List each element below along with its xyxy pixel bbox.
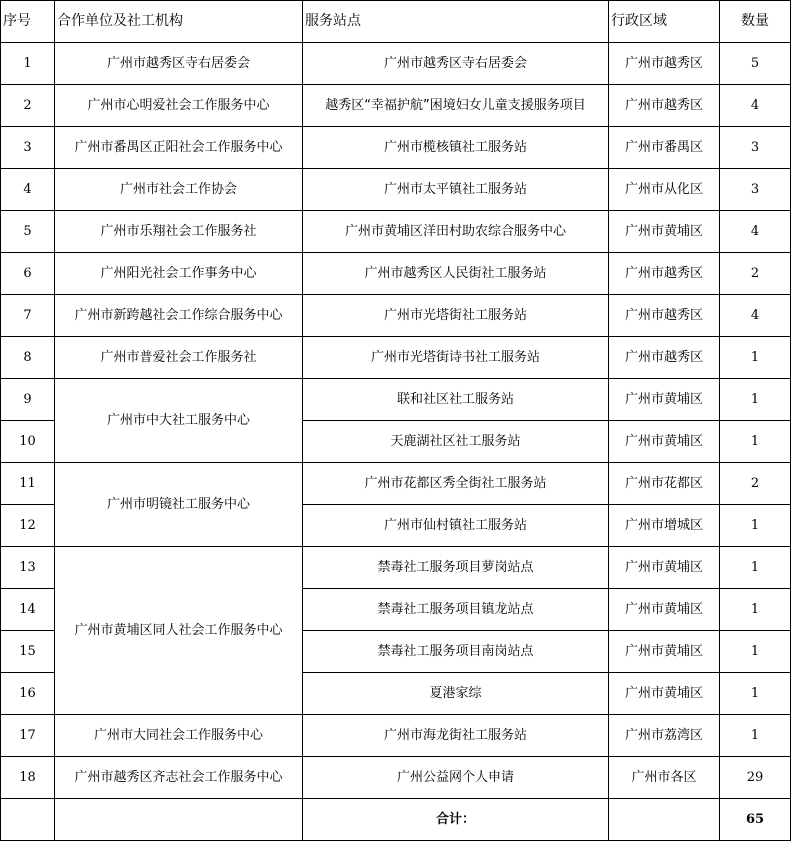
seq-cell: 5: [1, 211, 55, 253]
district-cell: 广州市花都区: [609, 463, 720, 505]
district-cell: 广州市越秀区: [609, 337, 720, 379]
count-cell: 1: [720, 589, 791, 631]
org-cell: 广州市明镜社工服务中心: [55, 463, 303, 547]
table-row: [1, 547, 791, 589]
station-cell: 广州市仙村镇社工服务站: [303, 505, 609, 547]
table-row: [1, 715, 791, 757]
header-count: 数量: [720, 1, 791, 43]
district-cell: 广州市黄埔区: [609, 211, 720, 253]
org-cell: 广州市中大社工服务中心: [55, 379, 303, 463]
header-station: 服务站点: [303, 1, 609, 43]
station-cell: 禁毒社工服务项目镇龙站点: [303, 589, 609, 631]
seq-cell: 18: [1, 757, 55, 799]
total-empty-cell: [609, 799, 720, 841]
seq-cell: 8: [1, 337, 55, 379]
station-cell: 广州市黄埔区洋田村助农综合服务中心: [303, 211, 609, 253]
table-row: [1, 127, 791, 169]
table-row: [1, 169, 791, 211]
station-cell: 越秀区“幸福护航”困境妇女儿童支援服务项目: [303, 85, 609, 127]
count-cell: 4: [720, 85, 791, 127]
seq-cell: 17: [1, 715, 55, 757]
table-row: [1, 379, 791, 421]
table-row: [1, 337, 791, 379]
org-cell: 广州市黄埔区同人社会工作服务中心: [55, 547, 303, 715]
seq-cell: 6: [1, 253, 55, 295]
count-cell: 3: [720, 127, 791, 169]
district-cell: 广州市越秀区: [609, 253, 720, 295]
station-cell: 禁毒社工服务项目萝岗站点: [303, 547, 609, 589]
seq-cell: 9: [1, 379, 55, 421]
district-cell: 广州市越秀区: [609, 295, 720, 337]
count-cell: 1: [720, 673, 791, 715]
district-cell: 广州市黄埔区: [609, 673, 720, 715]
table-row: [1, 85, 791, 127]
header-row: [1, 1, 791, 43]
station-cell: 广州市榄核镇社工服务站: [303, 127, 609, 169]
count-cell: 4: [720, 211, 791, 253]
count-cell: 2: [720, 463, 791, 505]
district-cell: 广州市越秀区: [609, 85, 720, 127]
org-cell: 广州市社会工作协会: [55, 169, 303, 211]
table-row: [1, 757, 791, 799]
count-cell: 1: [720, 631, 791, 673]
district-cell: 广州市荔湾区: [609, 715, 720, 757]
district-cell: 广州市黄埔区: [609, 379, 720, 421]
station-cell: 广州市光塔街诗书社工服务站: [303, 337, 609, 379]
table-row: [1, 295, 791, 337]
count-cell: 1: [720, 337, 791, 379]
count-cell: 3: [720, 169, 791, 211]
district-cell: 广州市黄埔区: [609, 589, 720, 631]
district-cell: 广州市番禺区: [609, 127, 720, 169]
org-cell: 广州市大同社会工作服务中心: [55, 715, 303, 757]
table-row: [1, 463, 791, 505]
seq-cell: 11: [1, 463, 55, 505]
count-cell: 1: [720, 379, 791, 421]
count-cell: 1: [720, 421, 791, 463]
header-district: 行政区域: [609, 1, 720, 43]
total-empty-cell: [55, 799, 303, 841]
count-cell: 29: [720, 757, 791, 799]
station-cell: 广州市越秀区人民街社工服务站: [303, 253, 609, 295]
org-cell: 广州市普爱社会工作服务社: [55, 337, 303, 379]
station-cell: 广州市越秀区寺右居委会: [303, 43, 609, 85]
seq-cell: 10: [1, 421, 55, 463]
station-cell: 广州市花都区秀全街社工服务站: [303, 463, 609, 505]
count-cell: 1: [720, 505, 791, 547]
district-cell: 广州市从化区: [609, 169, 720, 211]
org-cell: 广州阳光社会工作事务中心: [55, 253, 303, 295]
org-cell: 广州市越秀区寺右居委会: [55, 43, 303, 85]
seq-cell: 3: [1, 127, 55, 169]
total-row: [1, 799, 791, 841]
station-cell: 广州市海龙街社工服务站: [303, 715, 609, 757]
seq-cell: 16: [1, 673, 55, 715]
station-cell: 广州公益网个人申请: [303, 757, 609, 799]
station-cell: 广州市太平镇社工服务站: [303, 169, 609, 211]
total-value: 65: [720, 799, 791, 841]
station-cell: 联和社区社工服务站: [303, 379, 609, 421]
seq-cell: 13: [1, 547, 55, 589]
count-cell: 4: [720, 295, 791, 337]
count-cell: 1: [720, 547, 791, 589]
total-empty-cell: [1, 799, 55, 841]
org-cell: 广州市越秀区齐志社会工作服务中心: [55, 757, 303, 799]
district-cell: 广州市黄埔区: [609, 631, 720, 673]
table-row: [1, 211, 791, 253]
count-cell: 1: [720, 715, 791, 757]
seq-cell: 4: [1, 169, 55, 211]
station-cell: 天鹿湖社区社工服务站: [303, 421, 609, 463]
seq-cell: 2: [1, 85, 55, 127]
seq-cell: 1: [1, 43, 55, 85]
station-cell: 广州市光塔街社工服务站: [303, 295, 609, 337]
header-org: 合作单位及社工机构: [55, 1, 303, 43]
count-cell: 2: [720, 253, 791, 295]
district-cell: 广州市越秀区: [609, 43, 720, 85]
district-cell: 广州市黄埔区: [609, 547, 720, 589]
seq-cell: 15: [1, 631, 55, 673]
station-cell: 禁毒社工服务项目南岗站点: [303, 631, 609, 673]
district-cell: 广州市黄埔区: [609, 421, 720, 463]
org-cell: 广州市新跨越社会工作综合服务中心: [55, 295, 303, 337]
station-cell: 夏港家综: [303, 673, 609, 715]
seq-cell: 14: [1, 589, 55, 631]
org-cell: 广州市乐翔社会工作服务社: [55, 211, 303, 253]
org-cell: 广州市番禺区正阳社会工作服务中心: [55, 127, 303, 169]
table-row: [1, 43, 791, 85]
header-seq: 序号: [1, 1, 55, 43]
district-cell: 广州市各区: [609, 757, 720, 799]
seq-cell: 12: [1, 505, 55, 547]
seq-cell: 7: [1, 295, 55, 337]
total-label: 合计：: [303, 799, 609, 841]
table-row: [1, 253, 791, 295]
count-cell: 5: [720, 43, 791, 85]
org-cell: 广州市心明爱社会工作服务中心: [55, 85, 303, 127]
district-cell: 广州市增城区: [609, 505, 720, 547]
